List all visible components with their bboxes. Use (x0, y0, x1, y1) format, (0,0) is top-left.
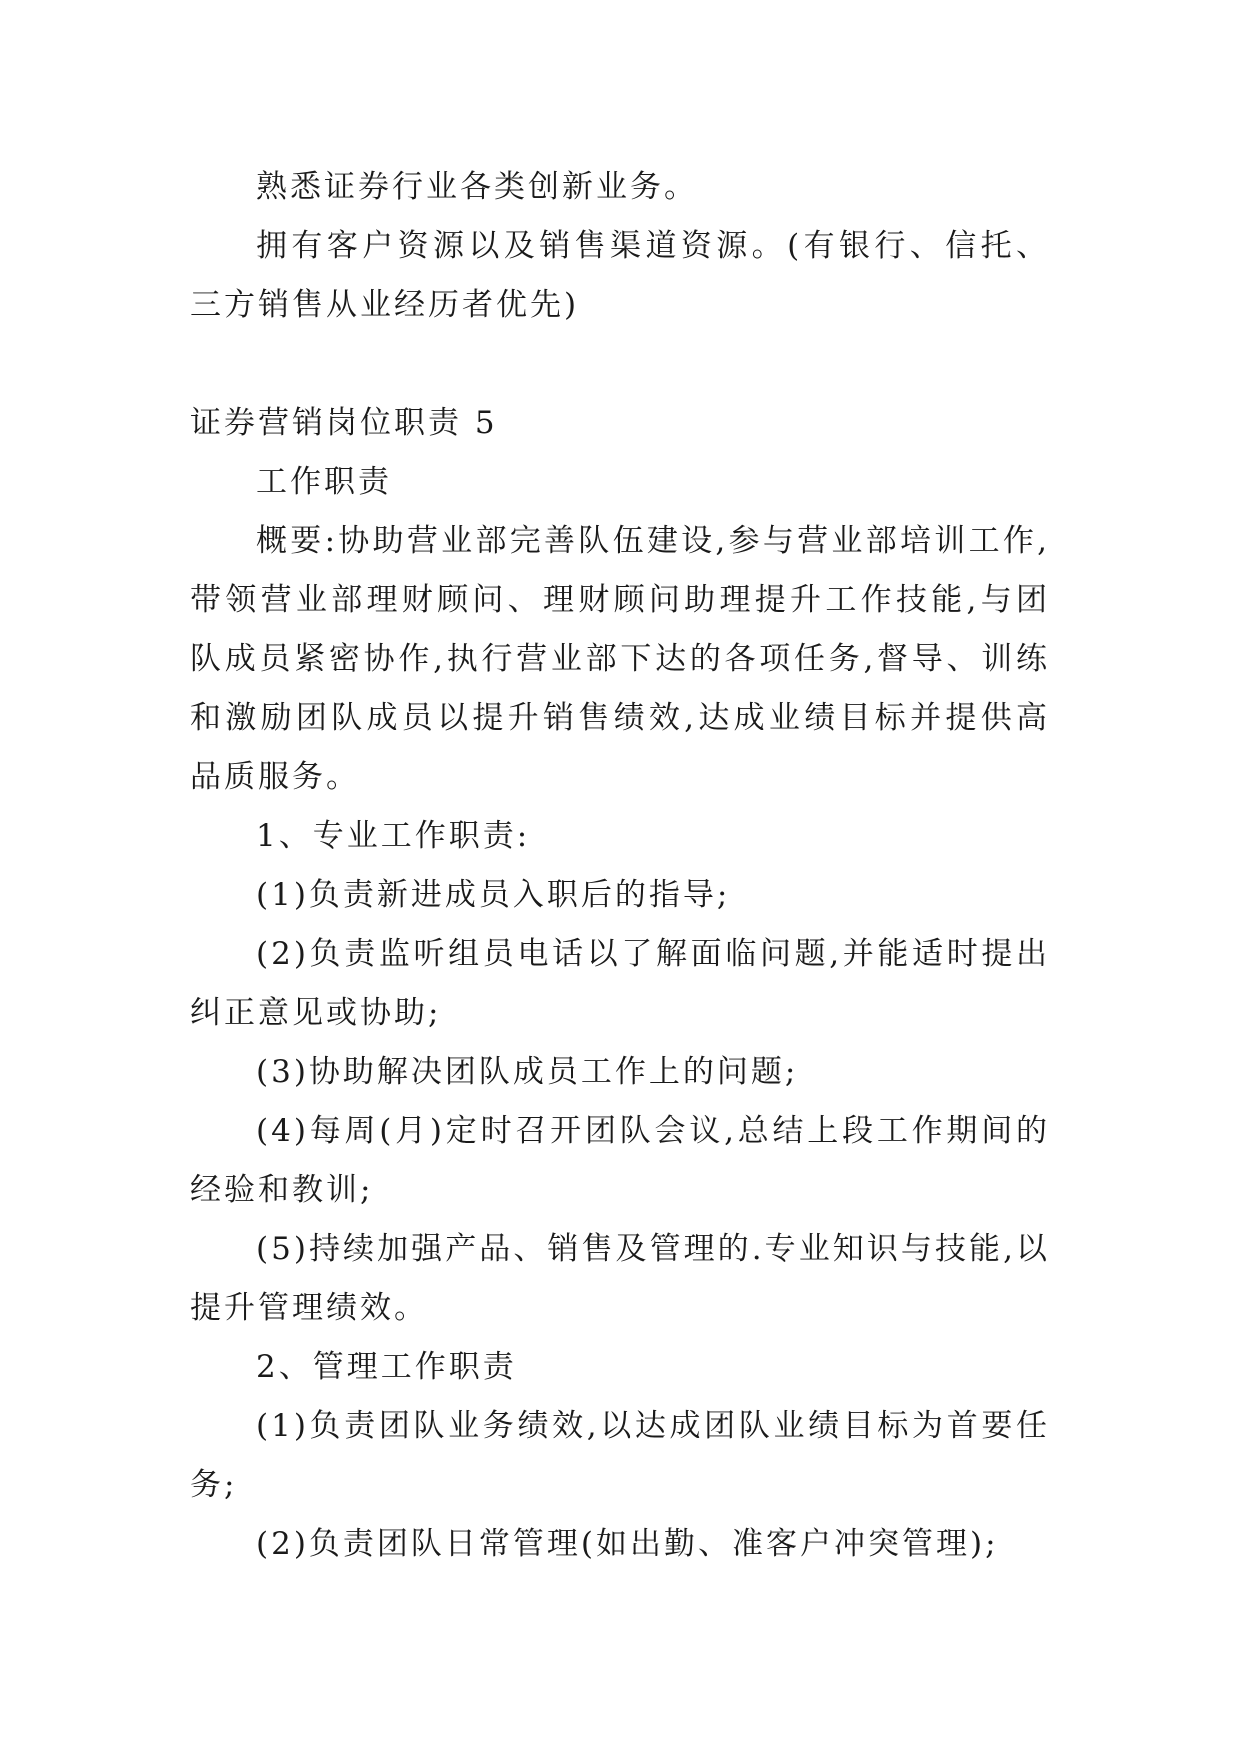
management-heading: 2、管理工作职责 (256, 1349, 517, 1385)
list-item: (4)每周(月)定时召开团队会议,总结上段工作期间的经验和教训; (190, 1113, 1050, 1208)
subtitle-duties: 工作职责 (256, 464, 392, 500)
list-item: (2)负责团队日常管理(如出勤、准客户冲突管理); (256, 1526, 999, 1562)
document-body (190, 158, 1050, 1574)
paragraph-summary: 概要:协助营业部完善队伍建设,参与营业部培训工作,带领营业部理财顾问、理财顾问助理提升工作技能,与团队成员紧密协作,执行营业部下达的各项任务,督导、训练和激励团队成员以提升销售绩效,达成业绩目标并提供高品质服务。 (190, 523, 1050, 795)
professional-heading: 1、专业工作职责: (256, 818, 531, 854)
paragraph-resources: 拥有客户资源以及销售渠道资源。(有银行、信托、三方销售从业经历者优先) (190, 228, 1050, 323)
list-item: (2)负责监听组员电话以了解面临问题,并能适时提出纠正意见或协助; (190, 936, 1050, 1031)
section-title: 证券营销岗位职责 5 (190, 405, 498, 441)
list-item: (5)持续加强产品、销售及管理的.专业知识与技能,以提升管理绩效。 (190, 1231, 1050, 1326)
list-item: (3)协助解决团队成员工作上的问题; (256, 1054, 799, 1090)
list-item: (1)负责新进成员入职后的指导; (256, 877, 731, 913)
paragraph-innovation: 熟悉证券行业各类创新业务。 (256, 169, 698, 205)
section-spacer (190, 335, 1050, 394)
list-item: (1)负责团队业务绩效,以达成团队业绩目标为首要任务; (190, 1408, 1050, 1503)
